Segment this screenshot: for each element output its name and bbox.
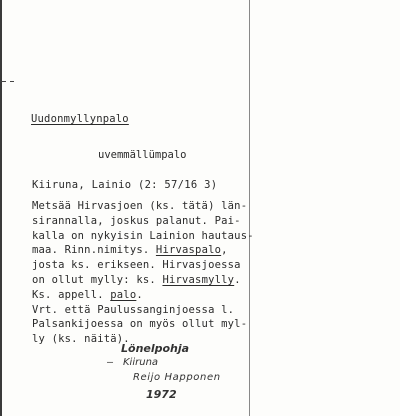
body-text-span: .: [136, 288, 143, 301]
body-text-span: maa. Rinn.nimitys.: [32, 244, 156, 257]
card-subheading: uvemmällümpalo: [98, 149, 187, 161]
body-line: [32, 243, 247, 258]
body-text-span: Vrt. että Paulussanginjoessa l.: [32, 303, 235, 316]
body-line: [32, 199, 247, 214]
signature-dash: –: [107, 357, 114, 368]
signature-place: Kiiruna: [123, 357, 159, 368]
signature-name: Lönelpohja: [121, 342, 190, 355]
cross-reference: Hirvaspalo: [155, 244, 222, 257]
edge-tick-mark: [0, 81, 6, 82]
body-text-span: .: [234, 273, 241, 286]
body-line: [32, 317, 247, 332]
body-line: [32, 273, 247, 288]
body-line: [32, 288, 247, 303]
column-divider: [249, 0, 250, 416]
card-heading: Uudonmyllynpalo: [31, 113, 129, 125]
place-reference: Kiiruna, Lainio (2: 57/16 3): [32, 179, 218, 191]
body-line: [32, 258, 247, 273]
body-text-span: Metsää Hirvasjoen (ks. tätä) län-: [32, 200, 248, 212]
body-text-span: josta ks. erikseen. Hirvasjoessa: [32, 259, 241, 272]
cross-reference: Hirvasmylly: [162, 273, 235, 286]
body-text-span: sirannalla, joskus palanut. Pai-: [32, 214, 241, 227]
signature-collector: Reijo Happonen: [133, 372, 221, 383]
body-line: [32, 303, 247, 318]
body-text-span: Palsankijoessa on myös ollut myl-: [32, 318, 248, 331]
body-text-span: ly (ks. näitä).: [32, 333, 130, 346]
body-text-span: ,: [221, 244, 228, 257]
body-line: [32, 229, 254, 244]
body-text-span: on ollut mylly: ks.: [32, 273, 163, 286]
body-text-span: kalla on nykyisin Lainion hautaus-: [32, 229, 254, 242]
card-left-edge: [0, 0, 2, 416]
card-body-text: [32, 199, 254, 347]
signature-year: 1972: [146, 388, 177, 401]
body-text-span: Ks. appell.: [32, 288, 111, 301]
body-line: [32, 214, 247, 229]
edge-tick-mark-2: [10, 81, 14, 82]
cross-reference: palo: [110, 288, 137, 301]
